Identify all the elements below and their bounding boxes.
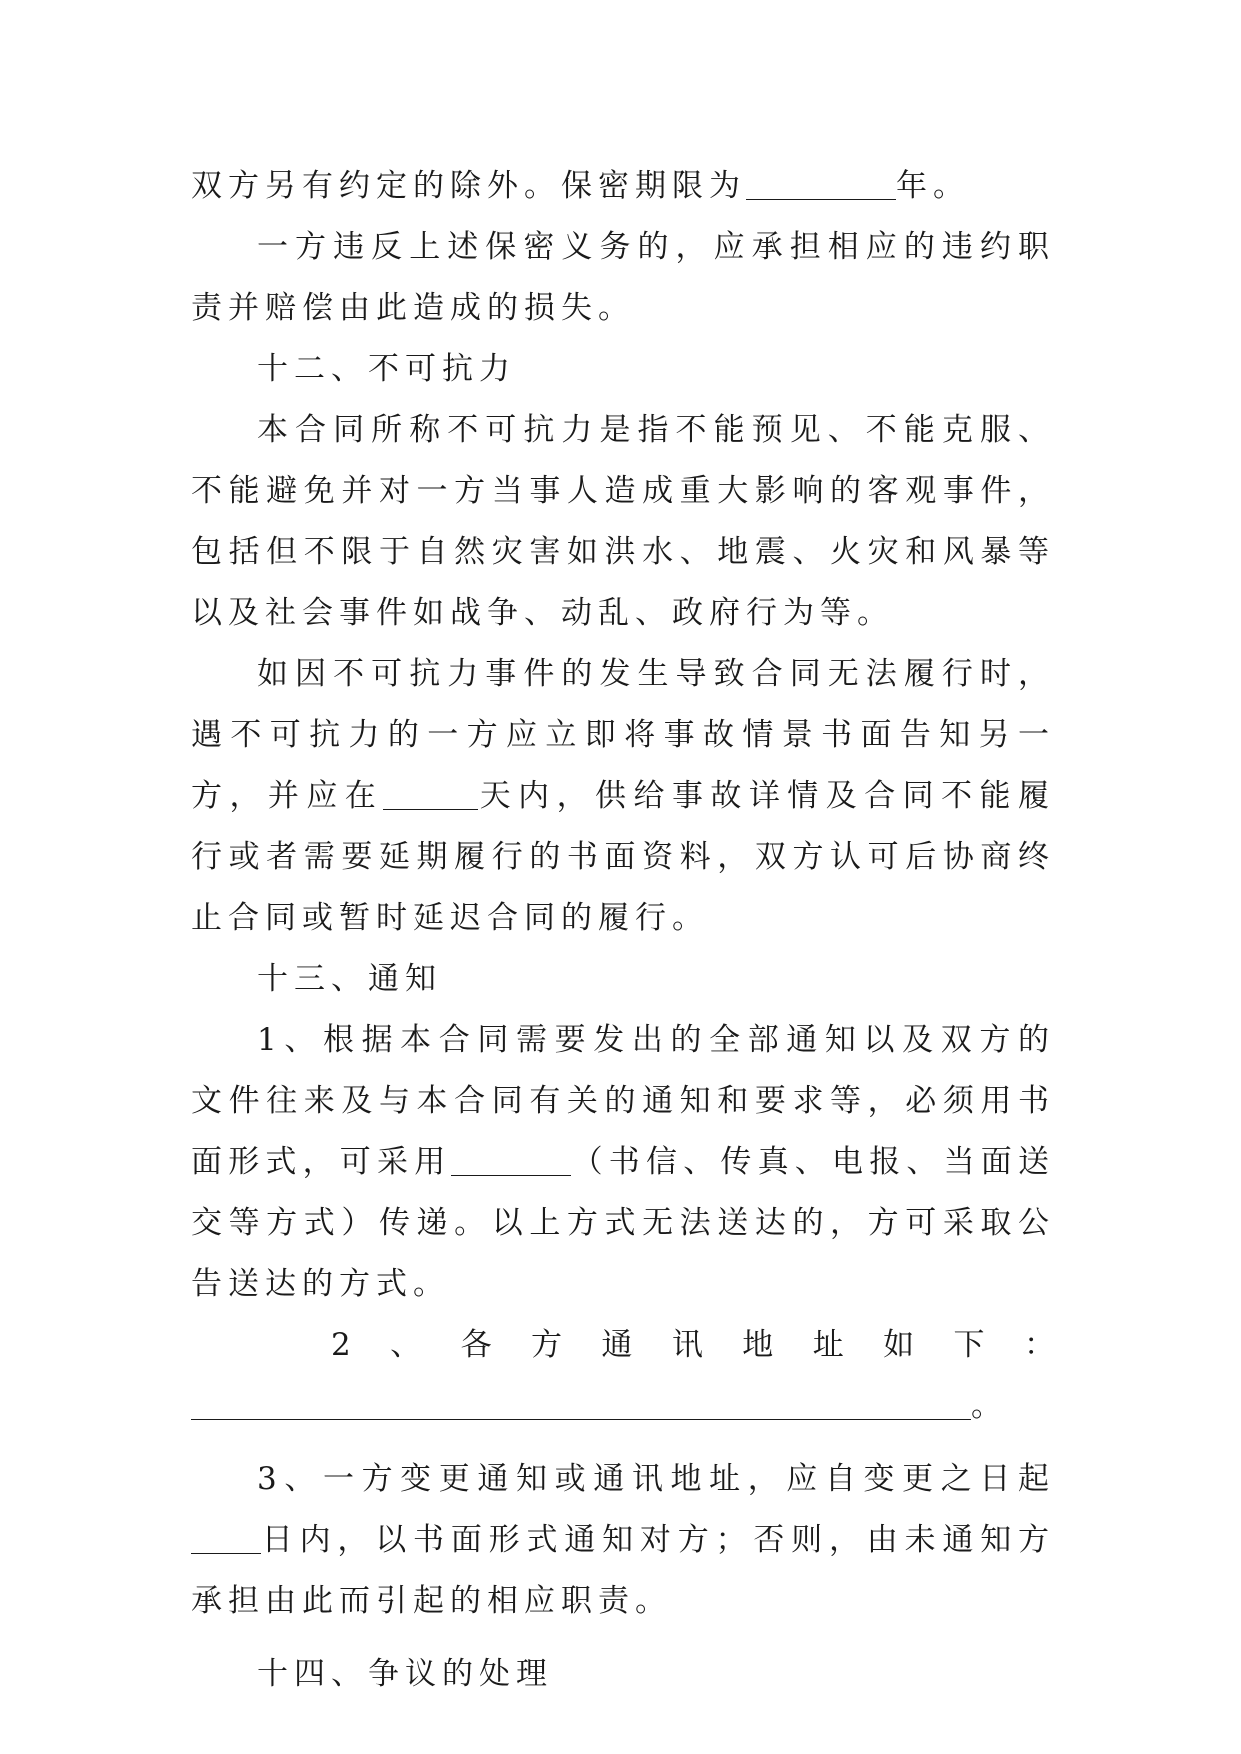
address-heading-line: 2 、 各 方 通 讯 地 址 如 下 ： (331, 1327, 1055, 1363)
address-change-paragraph: 3、一方变更通知或通讯地址，应自变更之日起日内，以书面形式通知对方；否则，由未通知方承担由此而引起的相应职责。 (191, 1461, 1055, 1619)
confidentiality-period-paragraph: 双方另有约定的除外。保密期限为 年。 (191, 156, 1055, 217)
document-page (191, 156, 1055, 1705)
address-blank[interactable] (191, 1385, 971, 1420)
notice-method-paragraph: 1、根据本合同需要发出的全部通知以及双方的文件往来及与本合同有关的通知和要求等，必须用书面形式，可采用 （书信、传真、电报、当面送交等方式）传递。以上方式无法送达的，方可采取公告送达的方式。 (191, 1022, 1056, 1302)
section-heading-notice: 十三、通知 (257, 961, 442, 997)
force-majeure-notice-paragraph: 如因不可抗力事件的发生导致合同无法履行时，遇不可抗力的一方应立即将事故情景书面告知另一方，并应在 天内，供给事故详情及合同不能履行或者需要延期履行的书面资料，双方认可后协商终止合同或暂时延迟合同的履行。 (191, 656, 1055, 936)
section-heading-dispute: 十四、争议的处理 (257, 1656, 553, 1692)
address-line: 。 (191, 1376, 1055, 1437)
force-majeure-definition-paragraph: 本合同所称不可抗力是指不能预见、不能克服、不能避免并对一方当事人造成重大影响的客观事件，包括但不限于自然灾害如洪水、地震、火灾和风暴等以及社会事件如战争、动乱、政府行为等。 (191, 412, 1055, 631)
section-heading-force-majeure: 十二、不可抗力 (257, 351, 516, 387)
notice-days-blank[interactable] (383, 775, 478, 810)
delivery-method-blank[interactable] (451, 1141, 571, 1176)
change-notice-days-blank[interactable] (191, 1519, 261, 1554)
breach-paragraph: 一方违反上述保密义务的，应承担相应的违约职责并赔偿由此造成的损失。 (191, 229, 1055, 326)
confidentiality-years-blank[interactable] (746, 165, 896, 200)
